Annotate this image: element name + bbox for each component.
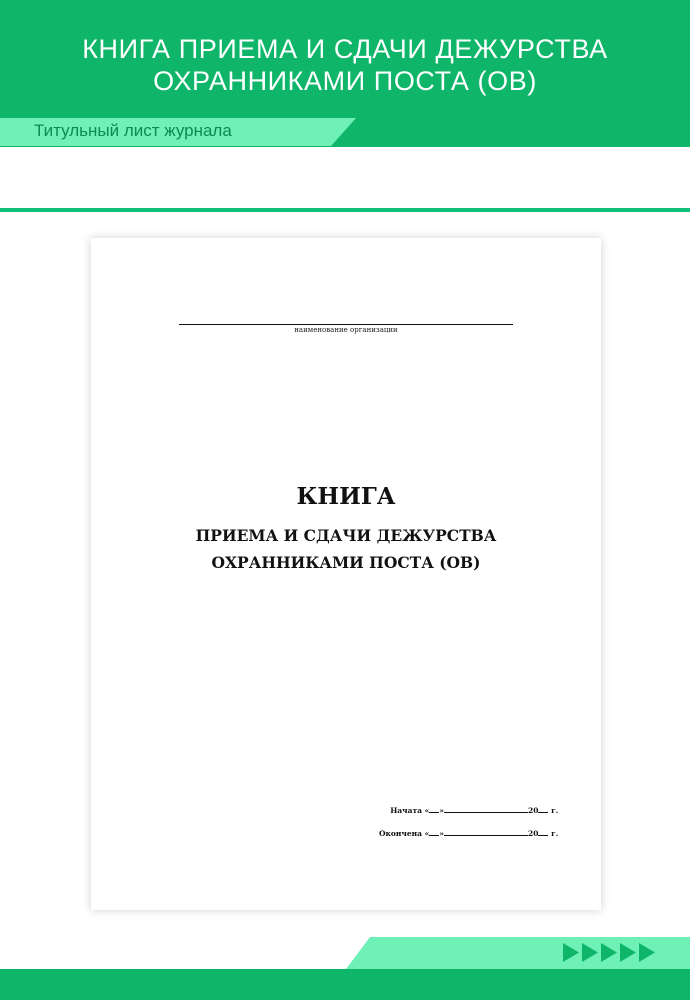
book-subtitle [91, 522, 601, 576]
org-name-line [179, 324, 513, 325]
book-subtitle-line2: ОХРАННИКАМИ ПОСТА (ОВ) [211, 553, 481, 572]
divider [0, 208, 690, 212]
started-label: Начата [390, 806, 422, 815]
month-blank [444, 805, 528, 813]
date-open-quote: « [424, 829, 430, 838]
date-open-quote: « [424, 806, 430, 815]
footer-band [0, 969, 690, 1000]
chevron-right-icon [601, 943, 617, 962]
chevron-right-icon [639, 943, 655, 962]
chevron-right-icon [563, 943, 579, 962]
ended-label: Окончена [378, 829, 422, 838]
org-caption: наименование организации [294, 326, 398, 334]
date-close-quote: » [439, 829, 444, 838]
year-suffix: г. [551, 829, 559, 838]
chevron-right-icon [582, 943, 598, 962]
year-prefix: 20 [528, 806, 539, 815]
chevron-right-icon [620, 943, 636, 962]
day-blank [429, 828, 439, 836]
banner-title [0, 33, 690, 97]
banner-title-line1: КНИГА ПРИЕМА И СДАЧИ ДЕЖУРСТВА [82, 34, 608, 64]
year-suffix: г. [551, 806, 559, 815]
banner-title-line2: ОХРАННИКАМИ ПОСТА (ОВ) [153, 66, 537, 96]
footer-arrows [563, 943, 655, 963]
date-close-quote: » [439, 806, 444, 815]
ended-date-row [377, 828, 577, 838]
day-blank [429, 805, 439, 813]
started-date-row [377, 805, 577, 815]
book-subtitle-line1: ПРИЕМА И СДАЧИ ДЕЖУРСТВА [195, 526, 497, 545]
book-title: КНИГА [296, 483, 396, 510]
banner-subtitle: Титульный лист журнала [34, 121, 232, 140]
year-blank [538, 828, 548, 836]
year-blank [538, 805, 548, 813]
month-blank [444, 828, 528, 836]
year-prefix: 20 [528, 829, 539, 838]
title-page-preview [91, 238, 601, 910]
